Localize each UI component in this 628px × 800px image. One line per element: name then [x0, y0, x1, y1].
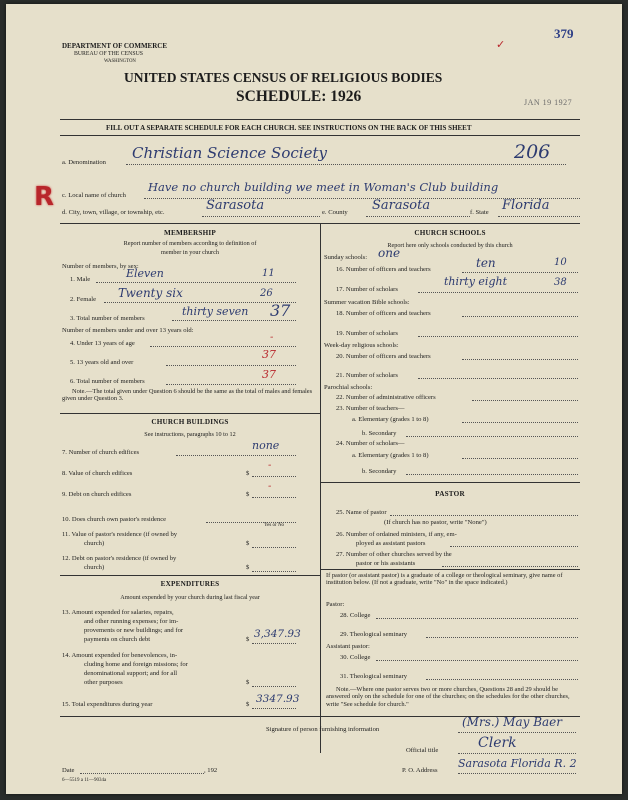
denomination-code: 206	[514, 141, 551, 163]
q3-number: 37	[270, 301, 291, 320]
schedule-number: 379	[554, 26, 574, 41]
bureau-label: BUREAU OF THE CENSUS	[74, 51, 143, 57]
q23a-label: a. Elementary (grades 1 to 8)	[352, 416, 429, 423]
q13-label-a: 13. Amount expended for salaries, repairs,	[62, 609, 174, 616]
department-label: DEPARTMENT OF COMMERCE	[62, 42, 168, 50]
q10-line	[206, 510, 296, 523]
q29-label: 29. Theological seminary	[340, 631, 408, 638]
parochial-schools-label: Parochial schools:	[324, 384, 373, 391]
q13-value: 3,347.93	[254, 628, 301, 640]
q26-line	[450, 534, 578, 547]
q3-label: 3. Total number of members	[70, 315, 145, 322]
q8-value: -	[268, 460, 272, 471]
form-code: 6—5519 a 11—9034a	[62, 778, 107, 783]
q24b-line	[406, 462, 578, 475]
q13-label-b: and other running expenses; for im-	[84, 618, 179, 625]
q11-label-b: church)	[84, 540, 105, 547]
q8-dollar: $	[246, 470, 250, 477]
form-title: UNITED STATES CENSUS OF RELIGIOUS BODIES	[124, 70, 443, 85]
pastor-top-rule	[320, 482, 580, 483]
q15-value: 3347.93	[256, 693, 300, 705]
expenditures-sub: Amount expended by your church during last fiscal year	[120, 594, 260, 601]
q21-line	[418, 366, 578, 379]
q9-value: -	[268, 481, 272, 492]
address-value: Sarasota Florida R. 2	[458, 757, 577, 770]
grid-center-rule	[320, 223, 321, 753]
membership-note: Note.—The total given under Question 6 should be the same as the total of males and females given under Question 3.	[62, 388, 313, 403]
q6-line	[166, 372, 296, 385]
margin-mark-r: R	[34, 182, 55, 212]
check-mark: ✓	[496, 39, 506, 51]
q22-line	[472, 388, 578, 401]
q12-label-b: church)	[84, 564, 105, 571]
denomination-label: a. Denomination	[62, 159, 106, 166]
local-name-label: c. Local name of church	[62, 192, 126, 199]
q27-line	[442, 554, 578, 567]
q17-value: thirty eight	[444, 275, 507, 288]
q3-value: thirty seven	[182, 305, 249, 318]
local-name-value: Have no church building we meet in Woman's Club building	[148, 180, 499, 194]
q23a-line	[462, 410, 578, 423]
q19-line	[418, 324, 578, 337]
official-title-value: Clerk	[478, 735, 517, 751]
q23b-line	[406, 424, 578, 437]
q17-label: 17. Number of scholars	[336, 286, 398, 293]
q1-value: Eleven	[126, 267, 164, 280]
q1-number: 11	[262, 268, 275, 279]
q12-line	[252, 560, 296, 572]
q27-label-b: pastor or his assistants	[356, 560, 416, 567]
q13-label-c: provements or new buildings; and for	[84, 627, 184, 634]
membership-intro-1: Report number of members according to definition of	[123, 240, 257, 247]
q14-label-d: other purposes	[84, 679, 123, 686]
q2-label: 2. Female	[70, 296, 97, 303]
received-stamp: JAN 19 1927	[524, 98, 573, 107]
signature-value: (Mrs.) May Baer	[462, 715, 563, 729]
q17-number: 38	[554, 277, 567, 288]
city-field-label: d. City, town, village, or township, etc.	[62, 209, 165, 216]
schools-heading: CHURCH SCHOOLS	[414, 229, 486, 237]
address-label: P. O. Address	[402, 767, 438, 774]
weekday-schools-label: Week-day religious schools:	[324, 342, 399, 349]
graduate-rule	[320, 569, 580, 570]
buildings-top-rule	[60, 413, 320, 414]
q4-number: -	[270, 332, 274, 343]
q13-label-d: payments on church debt	[84, 636, 151, 643]
q9-label: 9. Debt on church edifices	[62, 491, 132, 498]
q10-label: 10. Does church own pastor's residence	[62, 516, 167, 523]
pastor-note: Note.—Where one pastor serves two or more churches, Questions 28 and 29 should be answered only on the schedule for one of the churches; on the schedules for the other churches, write "See schedule for church."	[326, 686, 570, 708]
official-title-label: Official title	[406, 747, 439, 754]
q7-label: 7. Number of church edifices	[62, 449, 140, 456]
expenditures-top-rule	[60, 575, 320, 576]
q9-line	[252, 485, 296, 498]
q23-label: 23. Number of teachers—	[336, 405, 405, 412]
membership-heading: MEMBERSHIP	[164, 229, 216, 237]
q31-label: 31. Theological seminary	[340, 673, 408, 680]
q13-dollar: $	[246, 636, 250, 643]
q11-line	[252, 536, 296, 548]
denomination-value: Christian Science Society	[132, 144, 327, 162]
q26-label-a: 26. Number of ordained ministers, if any, em-	[336, 531, 457, 538]
q15-dollar: $	[246, 701, 250, 708]
q5-line	[166, 353, 296, 366]
q20-label: 20. Number of officers and teachers	[336, 353, 431, 360]
q12-dollar: $	[246, 564, 250, 571]
q30-line	[376, 648, 578, 661]
pastor-heading: PASTOR	[435, 490, 465, 498]
q11-dollar: $	[246, 540, 250, 547]
summer-schools-label: Summer vacation Bible schools:	[324, 299, 410, 306]
q14-dollar: $	[246, 679, 250, 686]
q5-number: 37	[262, 348, 276, 361]
membership-intro-2: member in your church	[161, 249, 219, 256]
q7-value: none	[252, 439, 280, 452]
q25-note: (If church has no pastor, write "None")	[384, 519, 487, 526]
q14-line	[252, 675, 296, 687]
header-rule-bottom	[60, 135, 580, 136]
sunday-schools-label: Sunday schools:	[324, 254, 368, 261]
city-label: WASHINGTON	[104, 59, 136, 64]
q21-label: 21. Number of scholars	[336, 372, 398, 379]
sunday-schools-value: one	[378, 246, 401, 260]
yes-no-hint: Yes or No	[264, 523, 285, 528]
official-title-line	[458, 741, 576, 754]
q2-value: Twenty six	[118, 286, 183, 300]
city-value: Sarasota	[206, 198, 265, 213]
q30-label: 30. College	[340, 654, 371, 661]
q8-label: 8. Value of church edifices	[62, 470, 133, 477]
q24-label: 24. Number of scholars—	[336, 440, 405, 447]
header-rule-top	[60, 119, 580, 120]
age-intro-label: Number of members under and over 13 years old:	[62, 327, 194, 334]
state-value: Florida	[502, 198, 550, 213]
q28-line	[376, 606, 578, 619]
pastor-sublabel: Pastor:	[326, 601, 345, 608]
state-label: f. State	[470, 209, 489, 216]
schools-sub: Report here only schools conducted by this church	[387, 242, 513, 249]
assistant-sublabel: Assistant pastor:	[326, 643, 370, 650]
q24a-label: a. Elementary (grades 1 to 8)	[352, 452, 429, 459]
q16-label: 16. Number of officers and teachers	[336, 266, 431, 273]
buildings-sub: See instructions, paragraphs 10 to 12	[144, 431, 236, 438]
q16-value: ten	[476, 256, 496, 270]
q6-label: 6. Total number of members	[70, 378, 145, 385]
q19-label: 19. Number of scholars	[336, 330, 398, 337]
q14-label-c: denominational support; and for all	[84, 670, 178, 677]
expenditures-heading: EXPENDITURES	[160, 580, 220, 588]
q18-line	[462, 304, 578, 317]
q26-label-b: ployed as assistant pastors	[356, 540, 426, 547]
q9-dollar: $	[246, 491, 250, 498]
schedule-title: SCHEDULE: 1926	[236, 88, 362, 105]
date-line	[80, 761, 204, 774]
q12-label-a: 12. Debt on pastor's residence (if owned by	[62, 555, 177, 562]
q4-line	[150, 334, 296, 347]
q11-label-a: 11. Value of pastor's residence (if owned by	[62, 531, 178, 538]
q5-label: 5. 13 years old and over	[70, 359, 134, 366]
q25-label: 25. Name of pastor	[336, 509, 387, 516]
q22-label: 22. Number of administrative officers	[336, 394, 436, 401]
census-schedule-page	[6, 4, 622, 794]
by-sex-label: Number of members, by sex:	[62, 263, 139, 270]
q2-number: 26	[260, 288, 273, 299]
signature-label: Signature of person furnishing information	[266, 726, 380, 733]
q8-line	[252, 464, 296, 477]
q20-line	[462, 347, 578, 360]
q28-label: 28. College	[340, 612, 371, 619]
county-value: Sarasota	[372, 198, 431, 213]
county-label: e. County	[322, 209, 348, 216]
q25-line	[390, 503, 578, 516]
graduate-note: If pastor (or assistant pastor) is a graduate of a college or theological seminary, give name of institution below. (If not a graduate, write "No" in the space indicated.)	[326, 572, 563, 587]
buildings-heading: CHURCH BUILDINGS	[151, 418, 229, 426]
date-label: Date	[62, 767, 75, 774]
q6-number: 37	[262, 368, 276, 381]
q16-number: 10	[554, 257, 567, 268]
q14-label-a: 14. Amount expended for benevolences, in-	[62, 652, 178, 659]
q27-label-a: 27. Number of other churches served by the	[336, 551, 452, 558]
q23b-label: b. Secondary	[362, 430, 397, 437]
q4-label: 4. Under 13 years of age	[70, 340, 135, 347]
q24a-line	[462, 446, 578, 459]
date-year: , 192	[204, 767, 218, 774]
q18-label: 18. Number of officers and teachers	[336, 310, 431, 317]
q14-label-b: cluding home and foreign missions; for	[84, 661, 188, 668]
q29-line	[426, 625, 578, 638]
q31-line	[426, 667, 578, 680]
instructions-line: FILL OUT A SEPARATE SCHEDULE FOR EACH CHURCH. SEE INSTRUCTIONS ON THE BACK OF THIS SHEET	[106, 124, 472, 132]
q1-label: 1. Male	[70, 276, 91, 283]
q15-label: 15. Total expenditures during year	[62, 701, 153, 708]
q24b-label: b. Secondary	[362, 468, 397, 475]
